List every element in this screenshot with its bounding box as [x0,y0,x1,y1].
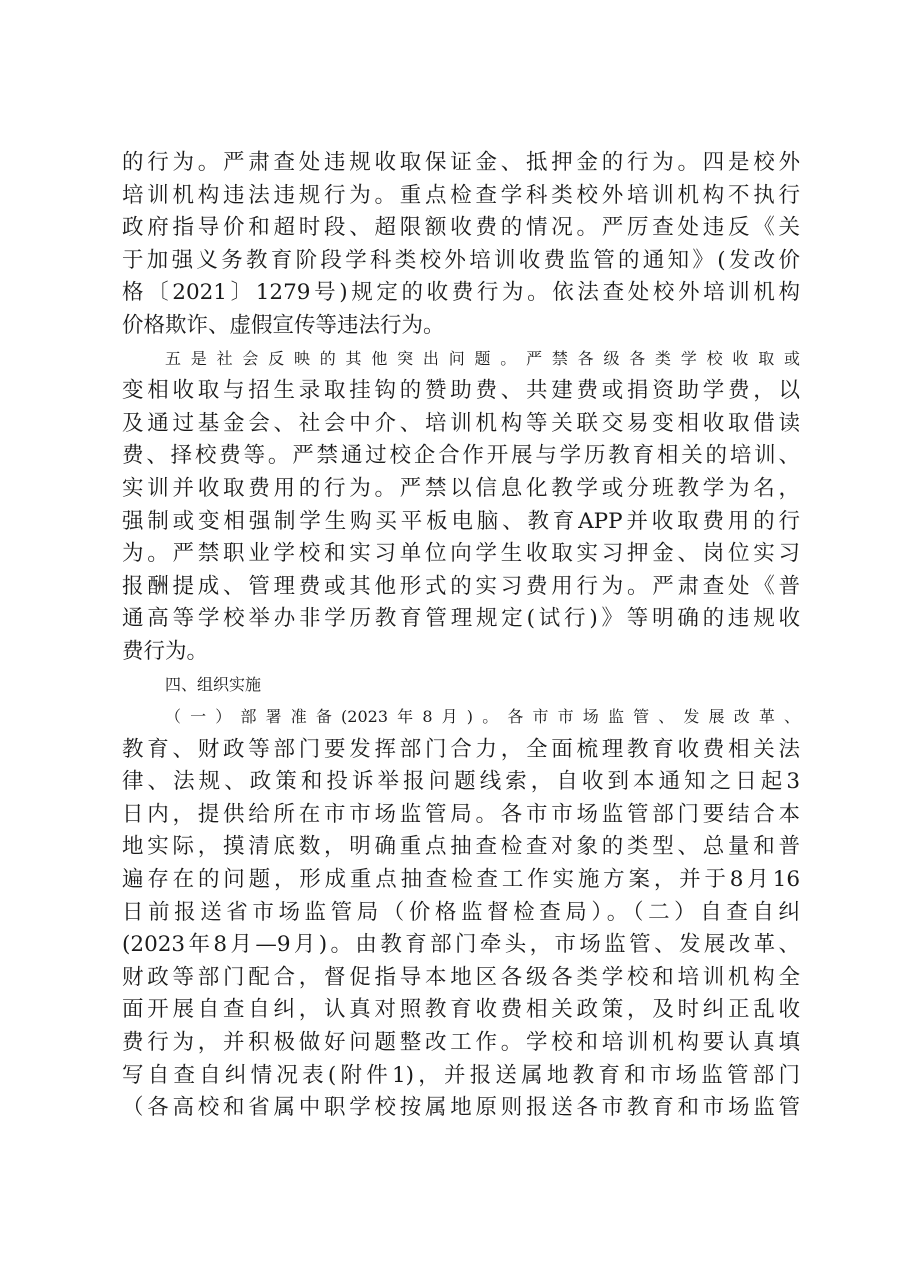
text-line: 的行为。严肃查处违规收取保证金、抵押金的行为。四是校外 [122,150,800,175]
text-line: 日内，提供给所在市市场监管局。各市市场监管部门要结合本 [122,801,800,827]
text-line: 实训并收取费用的行为。严禁以信息化教学或分班教学为名， [122,475,800,501]
text-line: 培训机构违法违规行为。重点检查学科类校外培训机构不执行 [122,182,800,208]
text-line: 地实际，摸清底数，明确重点抽查检查对象的类型、总量和普 [122,834,800,860]
text-line: 律、法规、政策和投诉举报问题线索，自收到本通知之日起3 [122,769,800,795]
text-line: 面开展自查自纠，认真对照教育收费相关政策，及时纠正乱收 [122,997,800,1023]
text-line: (2023年8月—9月)。由教育部门牵头，市场监管、发展改革、 [122,932,800,958]
text-line: 写自查自纠情况表(附件1)，并报送属地教育和市场监管部门 [122,1062,800,1088]
document-body [122,147,800,1125]
text-line: 格〔2021〕1279号)规定的收费行为。依法查处校外培训机构 [122,280,800,306]
text-line: 费行为，并积极做好问题整改工作。学校和培训机构要认真填 [122,1030,800,1056]
text-line: 费、择校费等。严禁通过校企合作开展与学历教育相关的培训、 [122,443,800,469]
text-line: （各高校和省属中职学校按属地原则报送各市教育和市场监管 [122,1095,800,1121]
text-line: 价格欺诈、虚假宣传等违法行为。 [122,312,445,338]
text-line: 政府指导价和超时段、超限额收费的情况。严厉查处违反《关 [122,215,800,241]
text-line: （一）部署准备(2023年8月)。各市市场监管、发展改革、 [165,707,800,727]
text-line: 于加强义务教育阶段学科类校外培训收费监管的通知》(发改价 [122,247,800,273]
text-line: 报酬提成、管理费或其他形式的实习费用行为。严肃查处《普 [122,573,800,599]
text-line: 五是社会反映的其他突出问题。严禁各级各类学校收取或 [165,348,800,368]
text-line: 费行为。 [122,638,209,664]
text-line: 通高等学校举办非学历教育管理规定(试行)》等明确的违规收 [122,606,800,632]
text-line: 强制或变相强制学生购买平板电脑、教育APP并收取费用的行 [122,508,800,534]
text-line: 为。严禁职业学校和实习单位向学生收取实习押金、岗位实习 [122,541,800,567]
text-line: 财政等部门配合，督促指导本地区各级各类学校和培训机构全 [122,964,800,990]
text-line: 遍存在的问题，形成重点抽查检查工作实施方案，并于8月16 [122,867,800,893]
text-line: 教育、财政等部门要发挥部门合力，全面梳理教育收费相关法 [122,736,800,762]
text-line: 四、组织实施 [165,674,262,694]
text-line: 变相收取与招生录取挂钩的赞助费、共建费或捐资助学费，以 [122,378,800,404]
text-line: 及通过基金会、社会中介、培训机构等关联交易变相收取借读 [122,410,800,436]
text-line: 日前报送省市场监管局（价格监督检查局）。（二）自查自纠 [122,899,800,925]
